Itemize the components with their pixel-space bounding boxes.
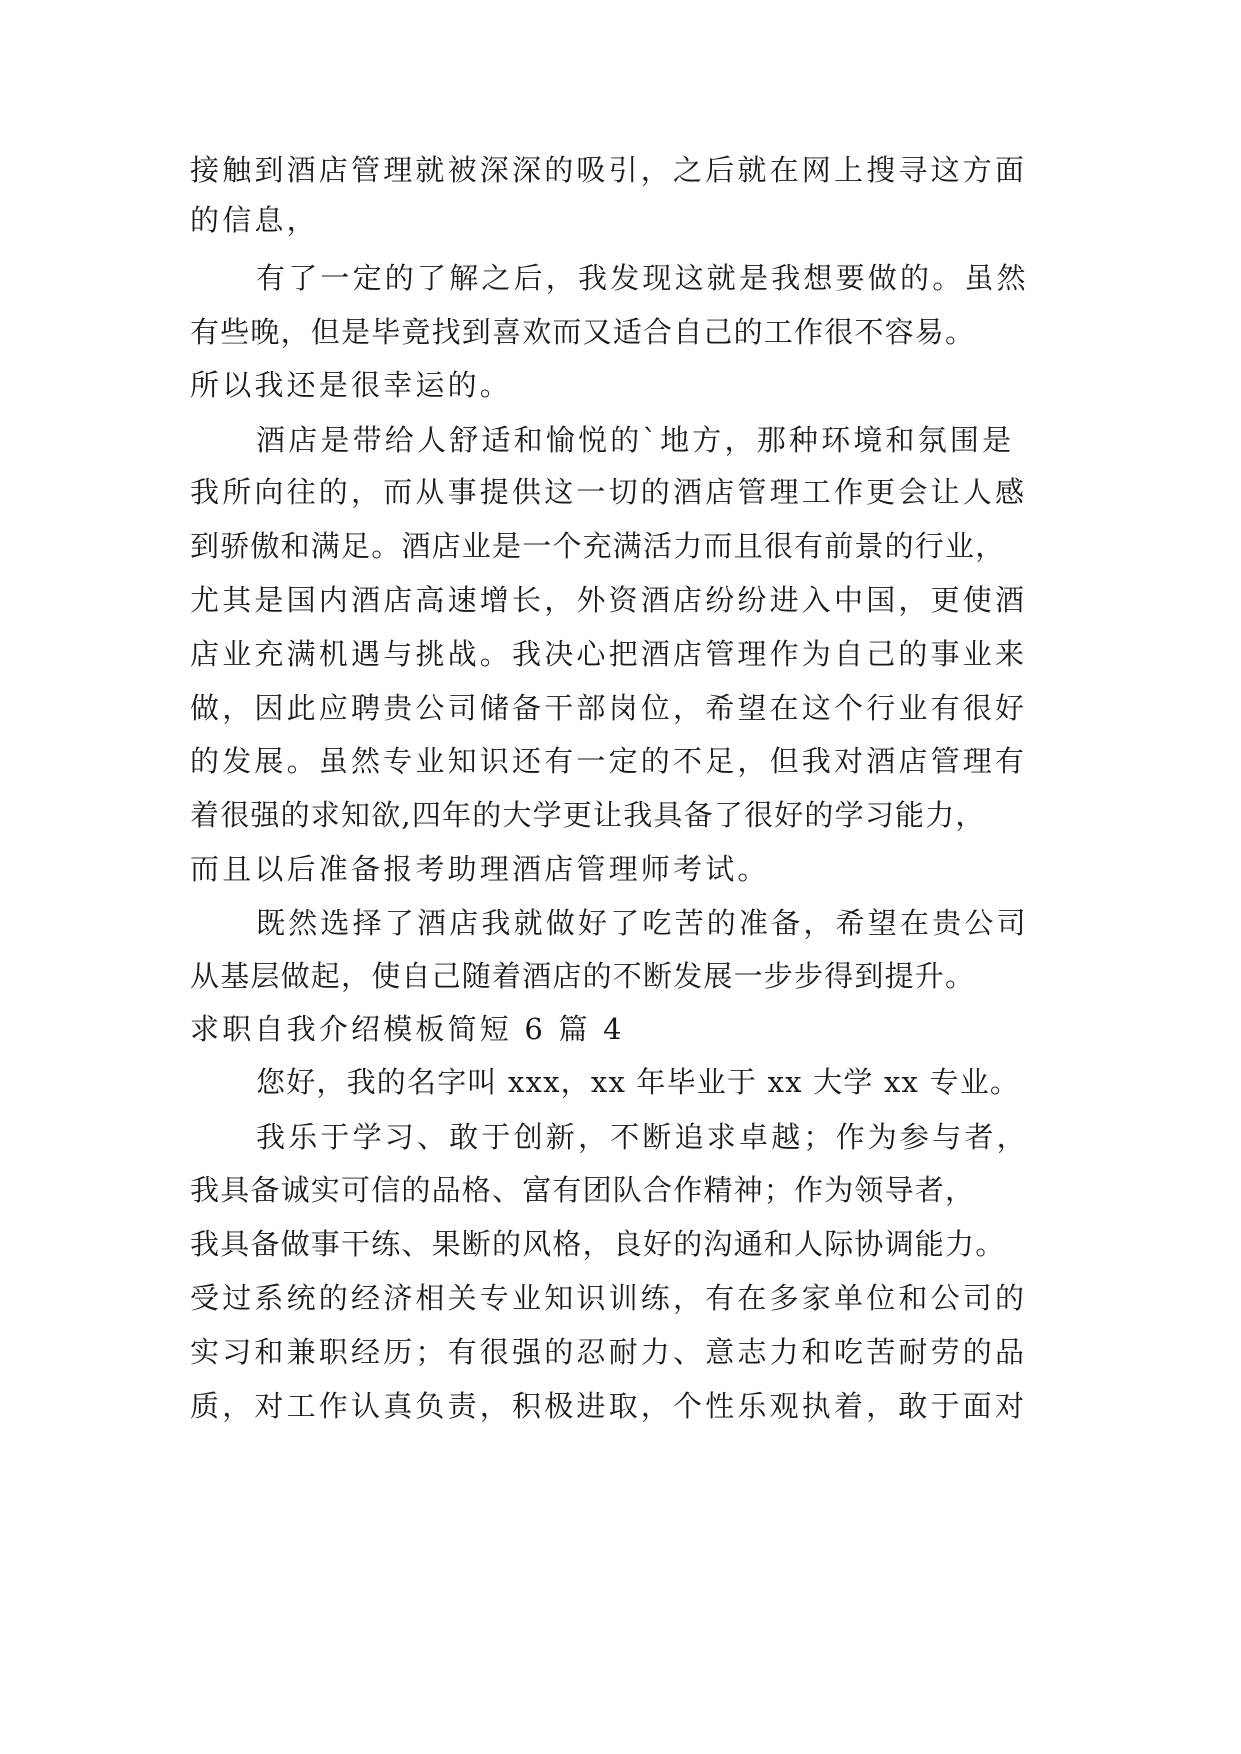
paragraph-line: 有了一定的了解之后，我发现这就是我想要做的。虽然 xyxy=(256,261,1029,295)
section-heading: 求职自我介绍模板简短 6 篇 4 xyxy=(190,1012,625,1046)
paragraph-line: 我具备诚实可信的品格、富有团队合作精神；作为领导者， xyxy=(190,1173,976,1207)
paragraph-line: 既然选择了酒店我就做好了吃苦的准备，希望在贵公司 xyxy=(256,906,1029,940)
paragraph-line: 的发展。虽然专业知识还有一定的不足，但我对酒店管理有 xyxy=(190,744,1028,778)
paragraph-line: 有些晚，但是毕竟找到喜欢而又适合自己的工作很不容易。 xyxy=(190,315,976,349)
paragraph-line: 接触到酒店管理就被深深的吸引，之后就在网上搜寻这方面 xyxy=(190,153,1028,187)
paragraph-line: 受过系统的经济相关专业知识训练，有在多家单位和公司的 xyxy=(190,1281,1028,1315)
paragraph-line: 尤其是国内酒店高速增长，外资酒店纷纷进入中国，更使酒 xyxy=(190,583,1028,617)
paragraph-line: 质，对工作认真负责，积极进取，个性乐观执着，敢于面对 xyxy=(190,1389,1028,1423)
paragraph-line: 我所向往的，而从事提供这一切的酒店管理工作更会让人感 xyxy=(190,475,1028,509)
paragraph-line: 酒店是带给人舒适和愉悦的`地方，那种环境和氛围是 xyxy=(256,423,1015,457)
paragraph-line: 而且以后准备报考助理酒店管理师考试。 xyxy=(190,852,770,886)
paragraph-line: 所以我还是很幸运的。 xyxy=(190,368,513,402)
paragraph-line: 您好，我的名字叫 xxx，xx 年毕业于 xx 大学 xx 专业。 xyxy=(256,1065,1021,1099)
paragraph-line: 店业充满机遇与挑战。我决心把酒店管理作为自己的事业来 xyxy=(190,637,1028,671)
paragraph-line: 的信息， xyxy=(190,203,319,237)
paragraph-line: 到骄傲和满足。酒店业是一个充满活力而且很有前景的行业， xyxy=(190,529,1006,563)
paragraph-line: 实习和兼职经历；有很强的忍耐力、意志力和吃苦耐劳的品 xyxy=(190,1335,1028,1369)
paragraph-line: 做，因此应聘贵公司储备干部岗位，希望在这个行业有很好 xyxy=(190,691,1028,725)
paragraph-line: 从基层做起，使自己随着酒店的不断发展一步步得到提升。 xyxy=(190,959,976,993)
paragraph-line: 我乐于学习、敢于创新，不断追求卓越；作为参与者， xyxy=(256,1120,1029,1154)
paragraph-line: 我具备做事干练、果断的风格，良好的沟通和人际协调能力。 xyxy=(190,1227,1006,1261)
paragraph-line: 着很强的求知欲,四年的大学更让我具备了很好的学习能力， xyxy=(190,798,986,832)
